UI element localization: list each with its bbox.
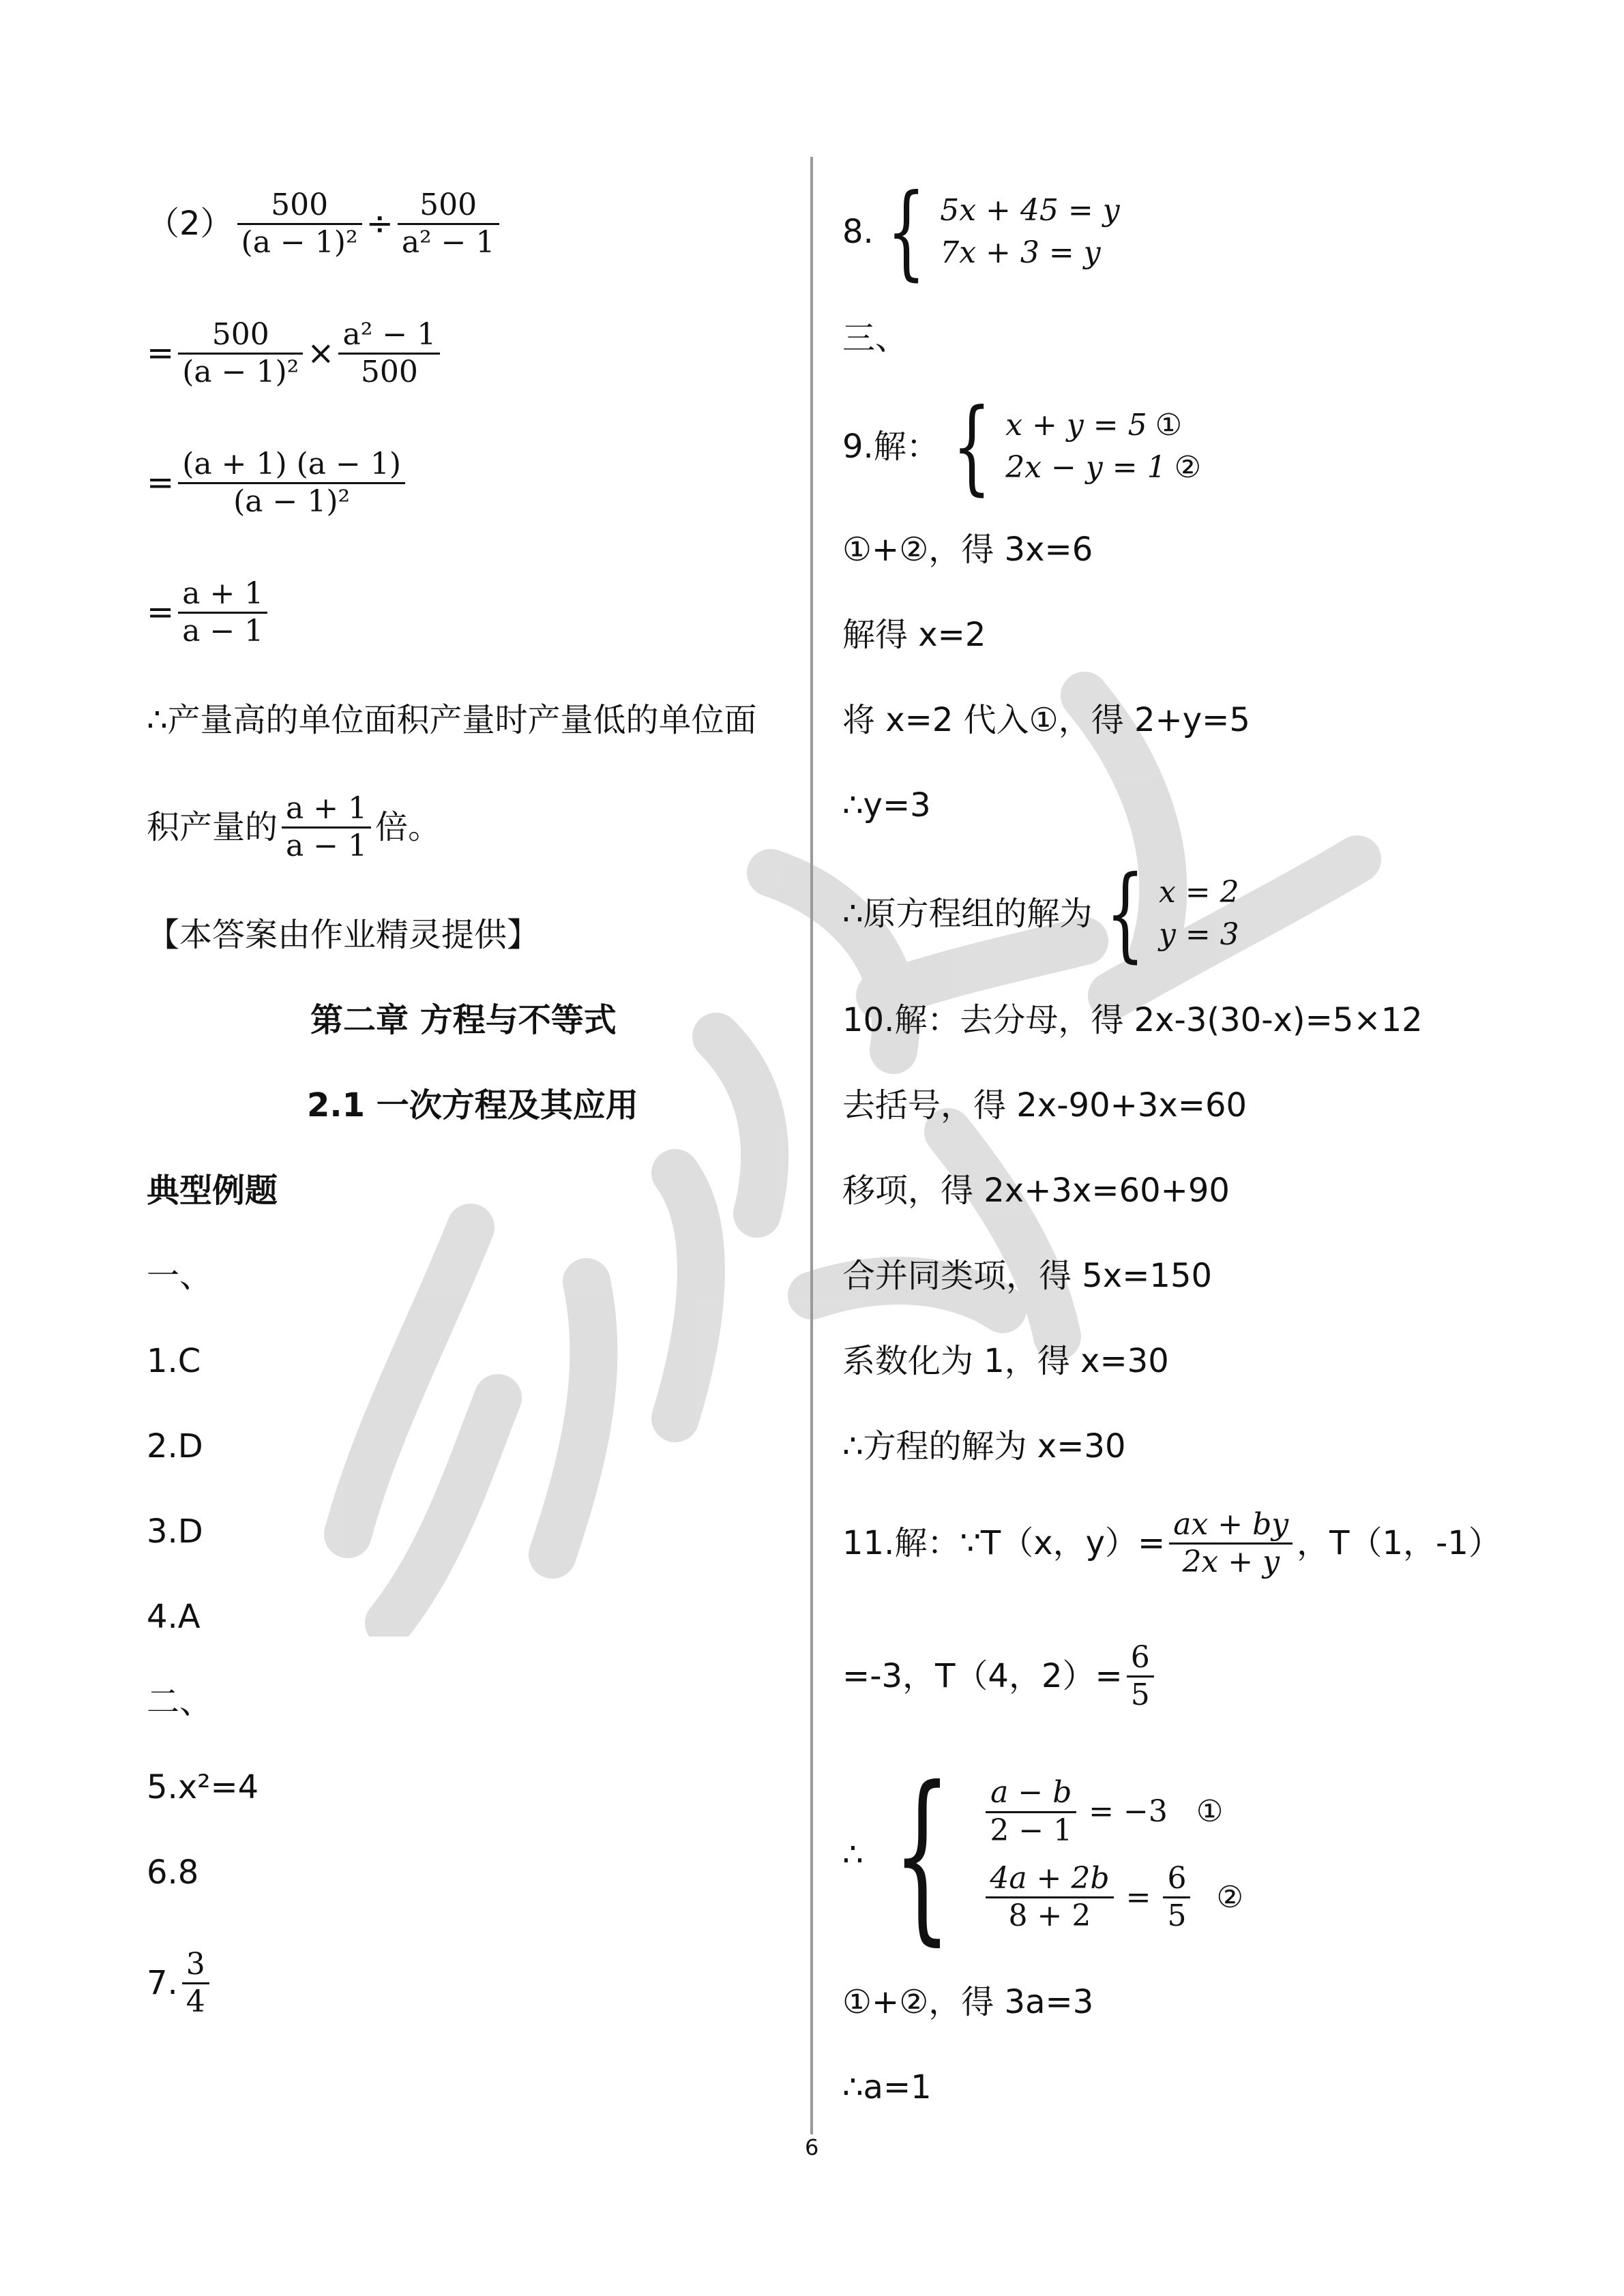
answer-4: 4.A xyxy=(147,1598,201,1636)
chapter-title: 第二章 方程与不等式 xyxy=(310,1001,617,1039)
brace-icon: { xyxy=(1105,854,1145,973)
brace-icon: { xyxy=(892,1747,951,1962)
q9-step-2: 解得 x=2 xyxy=(842,616,986,654)
answer-2: 2.D xyxy=(147,1427,203,1465)
part-1-heading: 一、 xyxy=(147,1257,213,1295)
q11-step-2: ∴a=1 xyxy=(842,2068,932,2106)
q2-step-1: = $\frac{500}{\text{(a − 1)²}}$ × $\frac{\text{a² − 1}}{500}$ xyxy=(147,317,444,391)
q8-system: 8. { 5x + 45 = y 7x + 3 = y xyxy=(842,173,1120,291)
conclusion-line-2: 积产量的 $\frac{a + 1}{a - 1}$ 倍。 xyxy=(147,791,441,864)
q10-step-6: ∴方程的解为 x=30 xyxy=(842,1427,1126,1465)
q2-label: （2） xyxy=(147,205,233,243)
watermark-calligraphy xyxy=(293,614,1385,1637)
answer-3: 3.D xyxy=(147,1512,203,1551)
answer-6: 6.8 xyxy=(147,1853,199,1892)
answer-7: 7. $\frac{3}{4}$ xyxy=(147,1947,213,2021)
page-number: 6 xyxy=(805,2134,819,2160)
brace-icon: { xyxy=(886,173,926,291)
q10-step-5: 系数化为 1，得 x=30 xyxy=(842,1342,1169,1380)
answer-1: 1.C xyxy=(147,1342,201,1380)
q2-step-2: = $\frac{(a + 1) (a - 1)}{\text{(a − 1)²}}$ xyxy=(147,447,409,520)
q2-fraction-1: $\frac{500}{\text{(a − 1)²}}$ xyxy=(237,188,362,261)
q9-step-1: ①+②，得 3x=6 xyxy=(842,531,1093,569)
q10-step-4: 合并同类项，得 5x=150 xyxy=(842,1257,1213,1295)
q10-step-1: 10.解：去分母，得 2x-3(30-x)=5×12 xyxy=(842,1001,1423,1039)
q2-fraction-2: $\frac{500}{\text{a² − 1}}$ xyxy=(398,188,499,261)
q9-solution: ∴原方程组的解为 { x = 2 y = 3 xyxy=(842,854,1239,973)
q2-expression: （2） $\frac{500}{\text{(a − 1)²}}$ ÷ $\frac{500}{\text{a² − 1}}$ xyxy=(147,188,503,261)
q11-step-1: ①+②，得 3a=3 xyxy=(842,1983,1094,2021)
q11-system: ∴ { $\frac{a - b}{2 - 1}$ = −3 ① $\frac{4a + 2b}{8 + 2}$ = $\frac{6}{5}$ ② xyxy=(842,1747,1243,1962)
section-title: 2.1 一次方程及其应用 xyxy=(307,1086,638,1124)
column-divider xyxy=(810,157,813,2134)
q9-step-3: 将 x=2 代入①，得 2+y=5 xyxy=(842,701,1250,739)
part-3-heading: 三、 xyxy=(842,319,909,357)
q11-line-2: =-3，T（4，2）= $\frac{6}{5}$ xyxy=(842,1640,1158,1714)
part-2-heading: 二、 xyxy=(147,1683,213,1721)
credit-note: 【本答案由作业精灵提供】 xyxy=(147,916,540,954)
q10-step-2: 去括号，得 2x-90+3x=60 xyxy=(842,1086,1247,1124)
q2-step-3: = $\frac{a + 1}{a - 1}$ xyxy=(147,576,271,650)
examples-heading: 典型例题 xyxy=(147,1172,278,1210)
q9-system: 9.解： { x + y = 5 ① 2x − y = 1 ② xyxy=(842,387,1202,506)
q10-step-3: 移项，得 2x+3x=60+90 xyxy=(842,1172,1230,1210)
q9-step-4: ∴y=3 xyxy=(842,786,931,824)
answer-5: 5.x²=4 xyxy=(147,1768,259,1806)
q11-line-1: 11.解：∵T（x，y）= $\frac{ax + by}{2x + y}$ ，T（1，-1） xyxy=(842,1507,1501,1580)
conclusion-line-1: ∴产量高的单位面积产量时产量低的单位面 xyxy=(147,701,757,739)
brace-icon: { xyxy=(951,387,992,506)
